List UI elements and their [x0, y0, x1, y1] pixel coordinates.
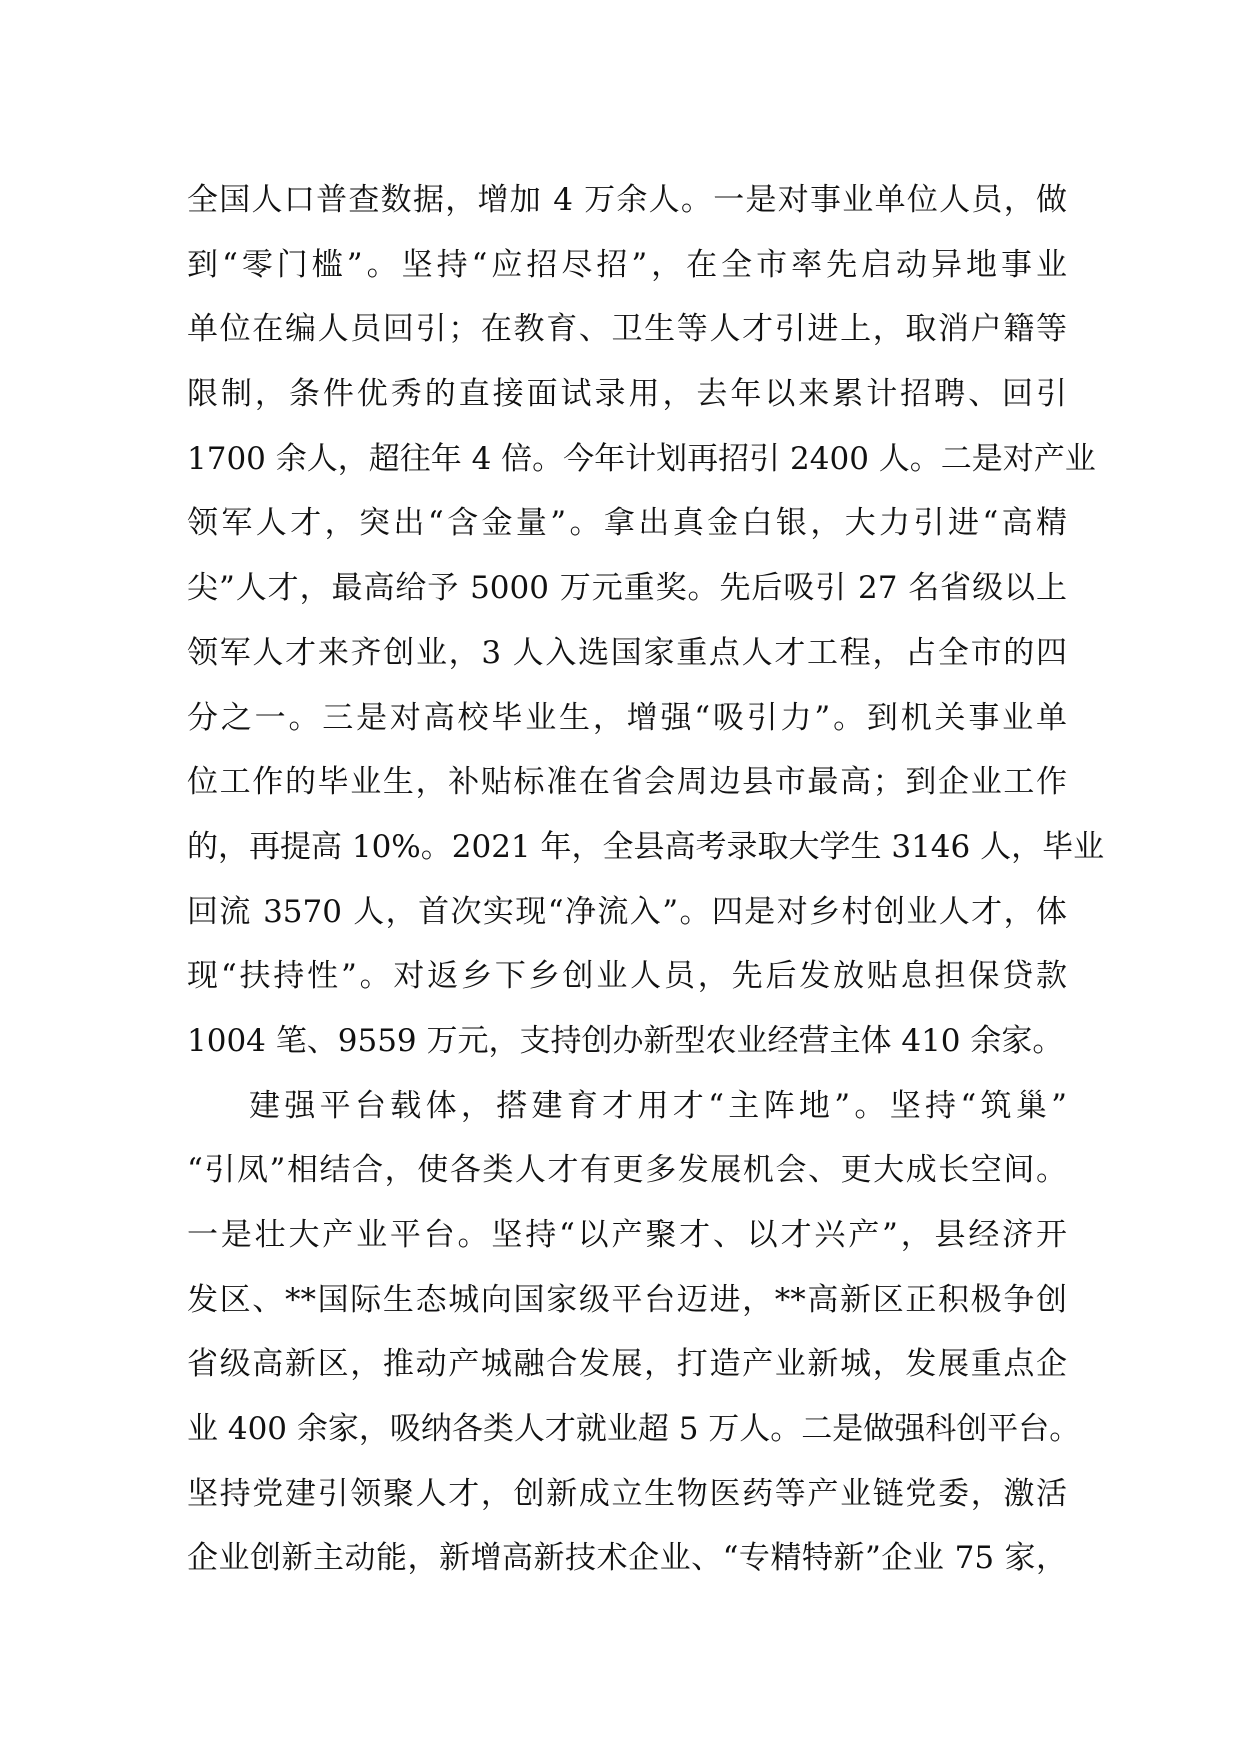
text-line: 坚持党建引领聚人才，创新成立生物医药等产业链党委，激活: [187, 1475, 1067, 1512]
paragraph-2: [187, 1074, 1081, 1592]
text-line: 单位在编人员回引；在教育、卫生等人才引进上，取消户籍等: [187, 311, 1067, 348]
text-line: 尖”人才，最高给予 5000 万元重奖。先后吸引 27 名省级以上: [187, 570, 1067, 607]
text-line: 一是壮大产业平台。坚持“以产聚才、以才兴产”，县经济开: [187, 1217, 1067, 1253]
text-line: 发区、**国际生态城向国家级平台迈进，**高新区正积极争创: [187, 1281, 1067, 1318]
text-line: 的，再提高 10%。2021 年，全县高考录取大学生 3146 人，毕业: [187, 828, 1105, 865]
text-line: 领军人才，突出“含金量”。拿出真金白银，大力引进“高精: [187, 505, 1067, 542]
text-line: 省级高新区，推动产城融合发展，打造产业新城，发展重点企: [187, 1346, 1067, 1383]
text-line: 1004 笔、9559 万元，支持创办新型农业经营主体 410 余家。: [187, 1022, 1064, 1059]
text-line: 1700 余人，超往年 4 倍。今年计划再招引 2400 人。二是对产业: [187, 440, 1096, 477]
text-line: 位工作的毕业生，补贴标准在省会周边县市最高；到企业工作: [187, 764, 1067, 801]
text-line: 现“扶持性”。对返乡下乡创业人员，先后发放贴息担保贷款: [187, 958, 1067, 995]
text-line: 回流 3570 人，首次实现“净流入”。四是对乡村创业人才，体: [187, 893, 1067, 930]
text-line: 全国人口普查数据，增加 4 万余人。一是对事业单位人员，做: [187, 182, 1067, 218]
text-line: 业 400 余家，吸纳各类人才就业超 5 万人。二是做强科创平台。: [187, 1411, 1081, 1448]
text-line: 领军人才来齐创业，3 人入选国家重点人才工程，占全市的四: [187, 634, 1067, 671]
text-line: 限制，条件优秀的直接面试录用，去年以来累计招聘、回引: [187, 376, 1067, 413]
text-line: “引凤”相结合，使各类人才有更多发展机会、更大成长空间。: [187, 1152, 1067, 1189]
body-text: [187, 168, 1105, 1591]
text-line: 分之一。三是对高校毕业生，增强“吸引力”。到机关事业单: [187, 699, 1067, 736]
paragraph-1: [187, 168, 1105, 1074]
text-line: 企业创新主动能，新增高新技术企业、“专精特新”企业 75 家，: [187, 1540, 1067, 1577]
text-line: 到“零门槛”。坚持“应招尽招”，在全市率先启动异地事业: [187, 246, 1067, 283]
text-line: 建强平台载体，搭建育才用才“主阵地”。坚持“筑巢”: [249, 1087, 1067, 1124]
